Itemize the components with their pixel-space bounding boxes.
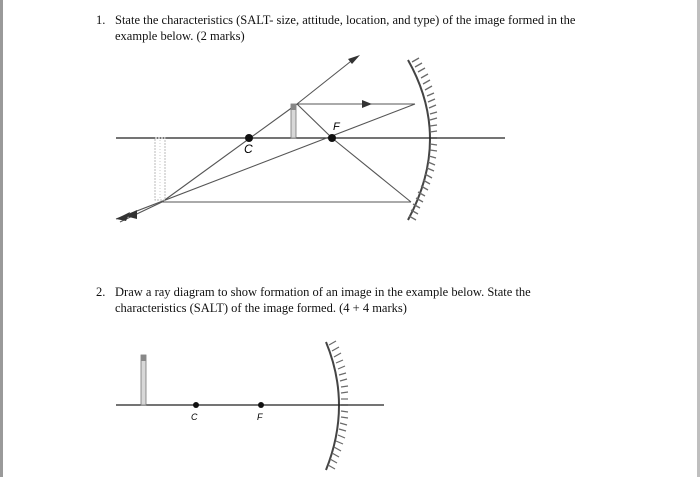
question-1-text-line-1: State the characteristics (SALT- size, attitude, location, and type) of the image formed in the xyxy=(115,13,576,27)
label-f-1: F xyxy=(333,121,340,133)
question-1-text-line-2: example below. (2 marks) xyxy=(115,29,245,43)
label-c-1: C xyxy=(244,142,253,156)
focal-point-f-2 xyxy=(258,402,264,408)
label-f-2: F xyxy=(257,412,263,422)
center-point-c-2 xyxy=(193,402,199,408)
question-1-number: 1. xyxy=(96,13,106,27)
question-2-text-line-2: characteristics (SALT) of the image formed. (4 + 4 marks) xyxy=(115,301,407,315)
question-2-number: 2. xyxy=(96,285,106,299)
question-2-text-line-1: Draw a ray diagram to show formation of an image in the example below. State the xyxy=(115,285,531,299)
label-c-2: C xyxy=(191,412,198,422)
object-2 xyxy=(141,355,146,405)
